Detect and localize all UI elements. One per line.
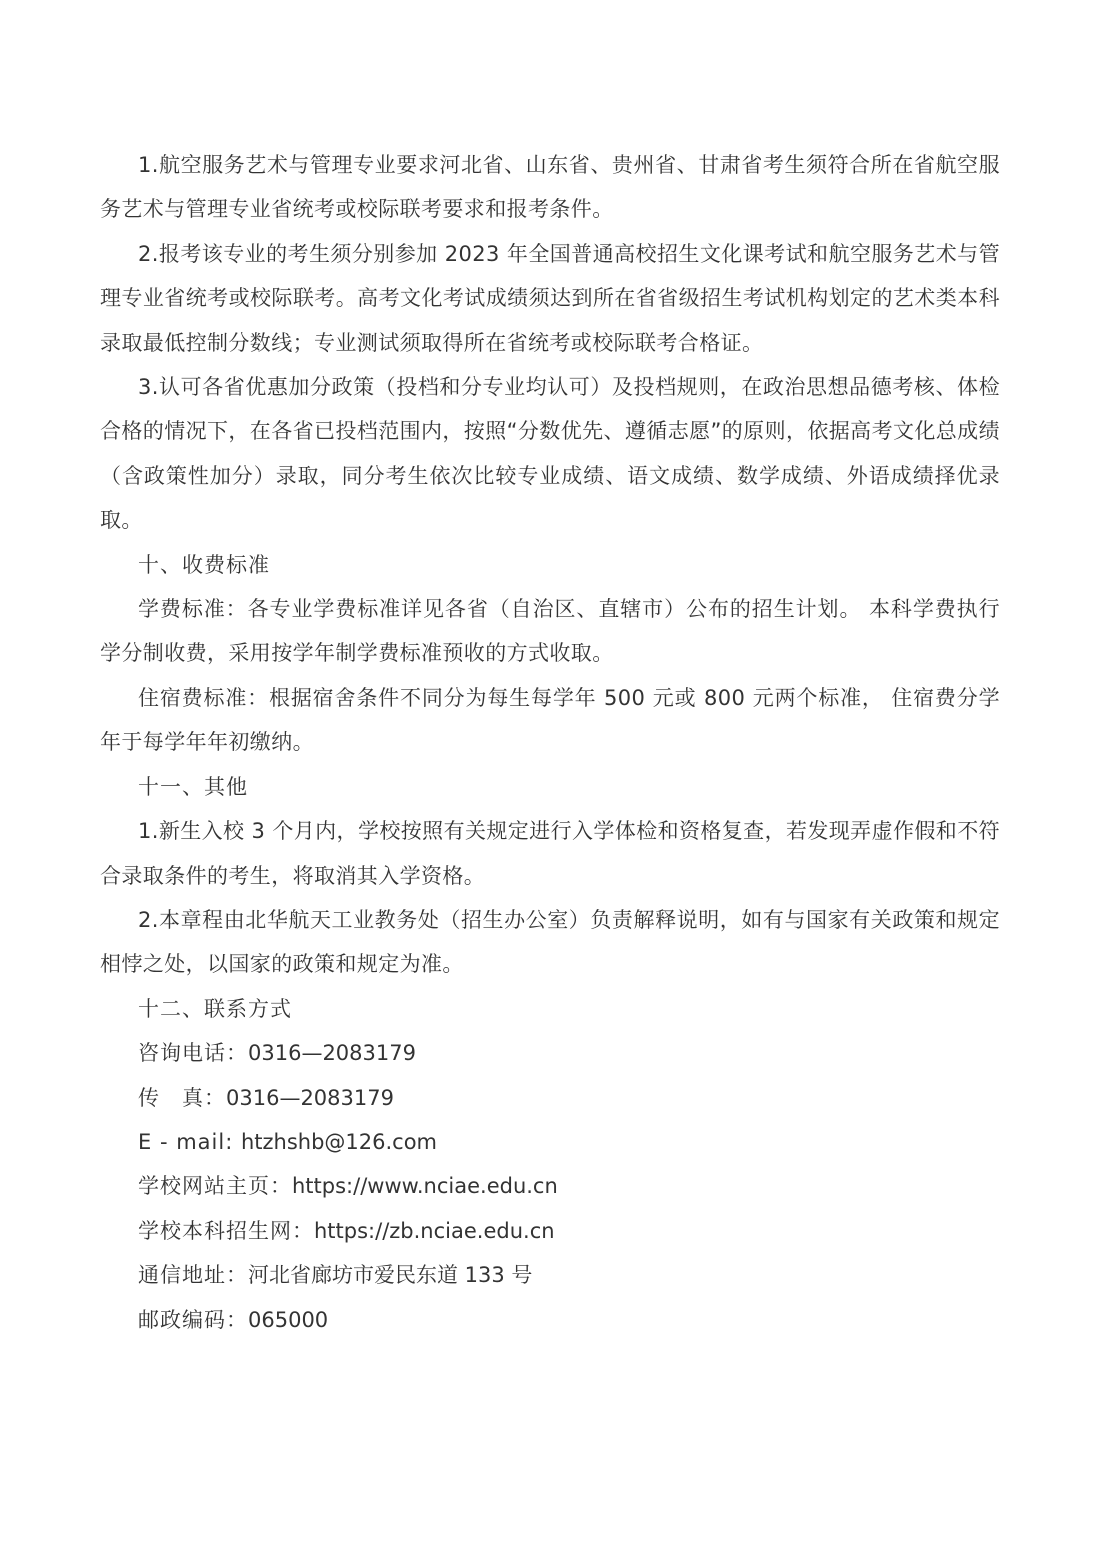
contact-phone-value: 0316—2083179 xyxy=(248,1041,416,1066)
section-heading-fees: 十、收费标准 xyxy=(138,552,270,577)
contact-postcode-value: 065000 xyxy=(248,1307,329,1332)
contact-phone-label: 咨询电话： xyxy=(138,1041,248,1066)
contact-address xyxy=(100,1253,1000,1297)
tuition-standard: 学费标准：各专业学费标准详见各省（自治区、直辖市）公布的招生计划。 本科学费执行学分制收费，采用按学年制学费标准预收的方式收取。 xyxy=(100,597,1000,666)
other-item-2: 2.本章程由北华航天工业教务处（招生办公室）负责解释说明，如有与国家有关政策和规定相悖之处，以国家的政策和规定为准。 xyxy=(100,907,1000,977)
contact-address-label: 通信地址： xyxy=(138,1263,248,1288)
contact-website-link[interactable]: https://www.nciae.edu.cn xyxy=(292,1174,558,1199)
contact-address-value: 河北省廊坊市爱民东道 133 号 xyxy=(248,1263,533,1288)
contact-admissions-site xyxy=(100,1209,1000,1253)
contact-admissions-site-label: 学校本科招生网： xyxy=(138,1218,314,1243)
contact-fax-value: 0316—2083179 xyxy=(226,1085,394,1110)
contact-phone xyxy=(100,1031,1000,1075)
contact-postcode-label: 邮政编码： xyxy=(138,1307,248,1332)
admission-requirement-1: 1.航空服务艺术与管理专业要求河北省、山东省、贵州省、甘肃省考生须符合所在省航空服务艺术与管理专业省统考或校际联考要求和报考条件。 xyxy=(100,153,1000,222)
contact-admissions-site-link[interactable]: https://zb.nciae.edu.cn xyxy=(314,1218,555,1243)
accommodation-standard: 住宿费标准：根据宿舍条件不同分为每生每学年 500 元或 800 元两个标准， 住宿费分学年于每学年年初缴纳。 xyxy=(100,685,1000,755)
contact-email-value[interactable]: htzhshb@126.com xyxy=(240,1129,438,1154)
contact-fax xyxy=(100,1076,1000,1120)
admission-requirement-2: 2.报考该专业的考生须分别参加 2023 年全国普通高校招生文化课考试和航空服务艺术与管理专业省统考或校际联考。高考文化考试成绩须达到所在省省级招生考试机构划定的艺术类本科录取最低控制分数线；专业测试须取得所在省统考或校际联考合格证。 xyxy=(100,241,1000,355)
contact-email-label: E - mail: xyxy=(138,1129,241,1154)
contact-email xyxy=(100,1120,1000,1164)
contact-fax-label: 传 真： xyxy=(138,1085,226,1110)
contact-postcode xyxy=(100,1298,1000,1342)
section-heading-other: 十一、其他 xyxy=(138,774,248,799)
document-page xyxy=(100,143,1000,1342)
admission-requirement-3: 3.认可各省优惠加分政策（投档和分专业均认可）及投档规则，在政治思想品德考核、体检合格的情况下，在各省已投档范围内，按照“分数优先、遵循志愿”的原则，依据高考文化总成绩（含政策性加分）录取，同分考生依次比较专业成绩、语文成绩、数学成绩、外语成绩择优录取。 xyxy=(100,375,1000,533)
contact-website-label: 学校网站主页： xyxy=(138,1174,292,1199)
contact-website xyxy=(100,1164,1000,1208)
other-item-1: 1.新生入校 3 个月内，学校按照有关规定进行入学体检和资格复查，若发现弄虚作假和不符合录取条件的考生，将取消其入学资格。 xyxy=(100,819,1000,888)
section-heading-contact: 十二、联系方式 xyxy=(138,996,292,1021)
